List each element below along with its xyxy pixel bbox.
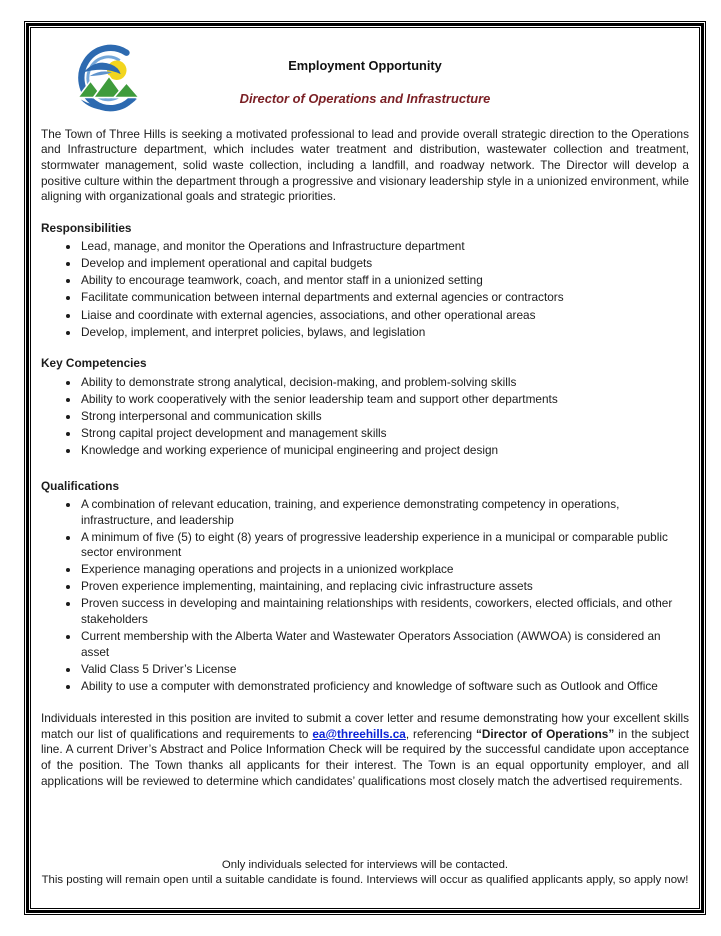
list-item: • Ability to encourage teamwork, coach, and mentor staff in a unionized setting [80,273,689,289]
closing-text-after-link: , referencing [405,726,476,741]
list-item: • Valid Class 5 Driver’s License [80,662,689,678]
list-item: • Ability to demonstrate strong analytical, decision-making, and problem-solving skills [80,375,689,391]
list-item: • Develop and implement operational and capital budgets [80,256,689,272]
page-border-frame [24,21,706,915]
list-item: • A combination of relevant education, training, and experience demonstrating competency in operations, infrastructure, and leadership [80,497,689,528]
application-instructions-paragraph [41,711,689,789]
list-item: • Facilitate communication between internal departments and external agencies or contractors [80,290,689,306]
section-key-competencies [41,340,689,458]
list-item: • Experience managing operations and projects in a unionized workplace [80,562,689,578]
list-item: • Knowledge and working experience of municipal engineering and project design [80,443,689,459]
key-competencies-list [41,375,689,459]
list-item: • Strong capital project development and management skills [80,426,689,442]
position-subtitle: Director of Operations and Infrastructure [239,90,491,106]
section-responsibilities [41,205,689,340]
list-item: • Proven success in developing and maintaining relationships with residents, coworkers, elected officials, and other stakeholders [80,596,689,627]
list-item: • Proven experience implementing, maintaining, and replacing civic infrastructure assets [80,579,689,595]
email-link[interactable]: ea@threehills.ca [312,726,406,741]
job-posting-document [31,28,699,908]
closing-text-before-link: Individuals interested in this position are invited to submit a cover letter and resume demonstrating how your excellent skills match our list of qualifications and requirements to [41,711,689,741]
list-item: • Lead, manage, and monitor the Operations and Infrastructure department [80,239,689,255]
subject-line-phrase: “Director of Operations” [475,726,615,741]
qualifications-list [41,497,689,694]
list-item: • Develop, implement, and interpret policies, bylaws, and legislation [80,325,689,341]
list-item: • A minimum of five (5) to eight (8) years of progressive leadership experience in a municipal or comparable public sector environment [80,530,689,561]
closing-text-after-bold: in the subject line. A current Driver’s Abstract and Police Information Check will be required by the successful candidate upon acceptance of the position. The Town thanks all applicants for their interest. The Town is an equal opportunity employer, and all applications will be reviewed to determine which candidates’ qualifications most closely match the advertised requirements. [41,726,689,788]
section-qualifications [41,459,689,695]
town-of-three-hills-logo-icon [65,44,153,116]
list-item: • Strong interpersonal and communication skills [80,409,689,425]
list-item: • Liaise and coordinate with external agencies, associations, and other operational areas [80,308,689,324]
responsibilities-list [41,239,689,340]
page-border-thick-line [26,23,704,913]
footer-contact-note: Only individuals selected for interviews will be contacted. [221,858,509,871]
list-item: • Ability to use a computer with demonstrated proficiency and knowledge of software such as Outlook and Office [80,679,689,695]
intro-paragraph: The Town of Three Hills is seeking a motivated professional to lead and provide overall strategic direction to the Operations and Infrastructure department, which includes water treatment and distribution, wastewater collection and treatment, stormwater management, solid waste collection, including a landfill, and roadway network. The Director will develop a positive culture within the department through a progressive and visionary leadership style in a unionized environment, while aligning with organizational goals and strategic priorities. [41,126,689,204]
list-item: • Ability to work cooperatively with the senior leadership team and support other departments [80,392,689,408]
key-competencies-heading: Key Competencies [41,356,147,371]
page-title: Employment Opportunity [288,58,442,73]
responsibilities-heading: Responsibilities [41,220,132,235]
page-border-inner-line [30,27,700,909]
list-item: • Current membership with the Alberta Water and Wastewater Operators Association (AWWOA) is considered an asset [80,629,689,660]
document-footer [41,858,689,896]
document-header [41,50,689,107]
footer-open-posting-note: This posting will remain open until a suitable candidate is found. Interviews will occur as qualified applicants apply, so apply now! [41,873,689,886]
qualifications-heading: Qualifications [41,478,120,493]
